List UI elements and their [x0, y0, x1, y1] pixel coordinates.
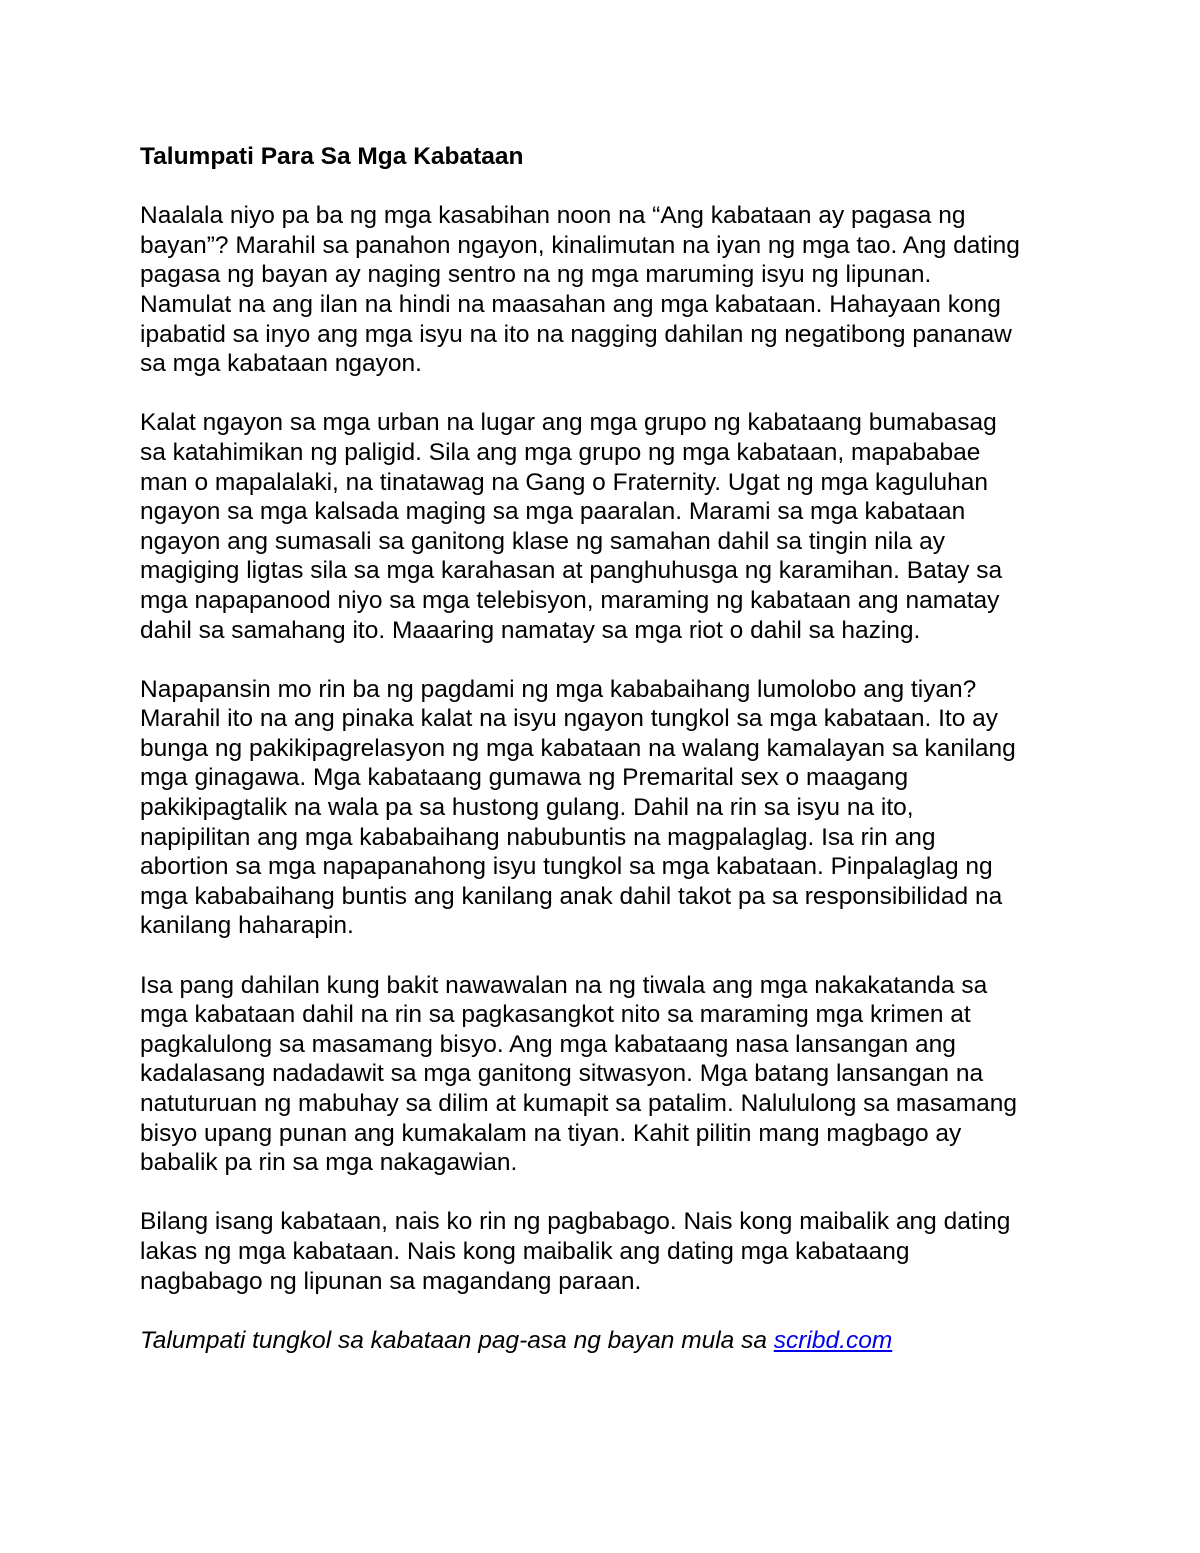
paragraph-line: ngayon sa mga kalsada maging sa mga paaralan. Marami sa mga kabataan — [140, 498, 966, 526]
paragraph-line: pakikipagtalik na wala pa sa hustong gulang. Dahil na rin sa isyu na ito, — [140, 794, 914, 822]
source-text: Talumpati tungkol sa kabataan pag-asa ng bayan mula sa — [140, 1326, 774, 1354]
paragraph-line: natuturuan ng mabuhay sa dilim at kumapit sa patalim. Nalululong sa masamang — [140, 1090, 1018, 1117]
paragraph-line: ipabatid sa inyo ang mga isyu na ito na nagging dahilan ng negatibong pananaw — [140, 320, 1012, 348]
paragraph-line: Namulat na ang ilan na hindi na maasahan ang mga kabataan. Hahayaan kong — [140, 290, 1001, 318]
paragraph-line: lakas ng mga kabataan. Nais kong maibalik ang dating mga kabataang — [140, 1237, 910, 1265]
paragraph-line: kanilang haharapin. — [140, 912, 354, 940]
paragraph-line: mga kabataan dahil na rin sa pagkasangkot nito sa maraming mga krimen at — [140, 1001, 971, 1029]
document-title: Talumpati Para Sa Mga Kabataan — [140, 143, 524, 170]
paragraph-line: nagbabago ng lipunan sa magandang paraan. — [140, 1267, 642, 1295]
paragraph-line: mga napapanood niyo sa mga telebisyon, maraming ng kabataan ang namatay — [140, 586, 1000, 614]
paragraph-4 — [140, 971, 1070, 1178]
paragraph-line: Marahil ito na ang pinaka kalat na isyu ngayon tungkol sa mga kabataan. Ito ay — [140, 705, 999, 733]
paragraph-line: kadalasang nadadawit sa mga ganitong sitwasyon. Mga batang lansangan na — [140, 1060, 984, 1088]
paragraph-line: bisyo upang punan ang kumakalam na tiyan. Kahit pilitin mang magbago ay — [140, 1119, 962, 1147]
paragraph-line: Isa pang dahilan kung bakit nawawalan na ng tiwala ang mga nakakatanda sa — [140, 971, 988, 999]
paragraph-3 — [140, 675, 1070, 941]
paragraph-line: Napapansin mo rin ba ng pagdami ng mga kababaihang lumolobo ang tiyan? — [140, 675, 977, 703]
source-link[interactable]: scribd.com — [773, 1326, 893, 1354]
paragraph-line: man o mapalalaki, na tinatawag na Gang o Fraternity. Ugat ng mga kaguluhan — [140, 468, 989, 496]
paragraph-2 — [140, 408, 1070, 645]
paragraph-line: dahil sa samahang ito. Maaaring namatay sa mga riot o dahil sa hazing. — [140, 616, 921, 644]
paragraph-5 — [140, 1207, 1070, 1296]
paragraph-line: pagkalulong sa masamang bisyo. Ang mga kabataang nasa lansangan ang — [140, 1030, 956, 1058]
paragraph-line: pagasa ng bayan ay naging sentro na ng mga maruming isyu ng lipunan. — [140, 261, 932, 289]
paragraph-line: bayan”? Marahil sa panahon ngayon, kinalimutan na iyan ng mga tao. Ang dating — [140, 231, 1020, 259]
paragraph-line: Bilang isang kabataan, nais ko rin ng pagbabago. Nais kong maibalik ang dating — [140, 1208, 1011, 1236]
paragraph-line: mga ginagawa. Mga kabataang gumawa ng Premarital sex o maagang — [140, 764, 909, 792]
paragraph-line: babalik pa rin sa mga nakagawian. — [140, 1149, 518, 1177]
paragraph-line: napipilitan ang mga kababaihang nabubuntis na magpalaglag. Isa rin ang — [140, 823, 936, 851]
paragraph-line: bunga ng pakikipagrelasyon ng mga kabataan na walang kamalayan sa kanilang — [140, 734, 1016, 762]
paragraph-line: magiging ligtas sila sa mga karahasan at panghuhusga ng karamihan. Batay sa — [140, 557, 1003, 585]
paragraph-line: mga kababaihang buntis ang kanilang anak dahil takot pa sa responsibilidad na — [140, 882, 1003, 910]
paragraph-line: Kalat ngayon sa mga urban na lugar ang mga grupo ng kabataang bumabasag — [140, 409, 997, 437]
paragraph-line: ngayon ang sumasali sa ganitong klase ng samahan dahil sa tingin nila ay — [140, 527, 945, 555]
paragraph-line: Naalala niyo pa ba ng mga kasabihan noon na “Ang kabataan ay pagasa ng — [140, 202, 966, 230]
paragraph-1 — [140, 201, 1070, 379]
document-body — [140, 142, 1070, 1355]
source-citation — [140, 1326, 1070, 1356]
paragraph-line: abortion sa mga napapanahong isyu tungkol sa mga kabataan. Pinpalaglag ng — [140, 853, 993, 881]
paragraph-line: sa mga kabataan ngayon. — [140, 350, 422, 378]
paragraph-line: sa katahimikan ng paligid. Sila ang mga grupo ng mga kabataan, mapababae — [140, 438, 981, 466]
